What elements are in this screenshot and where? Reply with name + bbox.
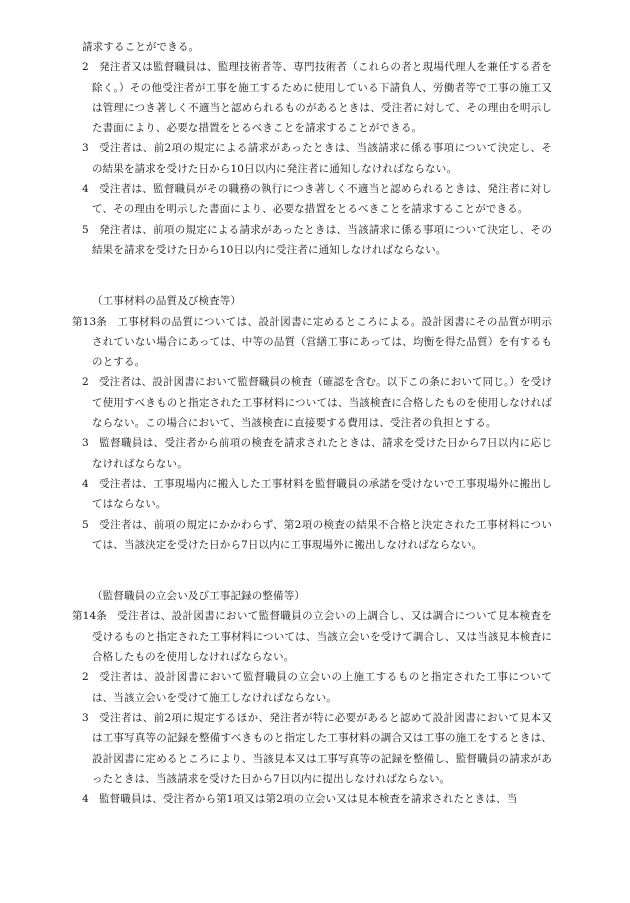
clause-text: 受注者は、工事現場内に搬入した工事材料を監督職員の承諾を受けないで工事現場外に搬出してはならない。: [92, 477, 552, 511]
numbered-clause: [82, 433, 552, 474]
article-paragraph: [72, 606, 552, 667]
numbered-clause: [82, 57, 552, 138]
numbered-clause: [82, 474, 552, 515]
clause-number: 5: [82, 223, 89, 236]
article-number: 第14条: [72, 610, 107, 623]
clause-number: 2: [82, 61, 89, 74]
clause-text: 監督職員は、受注者から第1項又は第2項の立会い又は見本検査を請求されたときは、当: [99, 793, 518, 806]
clause-text: 監督職員は、受注者から前項の検査を請求されたときは、請求を受けた日から7日以内に応じなければならない。: [92, 437, 552, 470]
clause-number: 3: [82, 711, 89, 724]
continued-paragraph: 請求することができる。: [82, 41, 200, 53]
numbered-clause: [82, 789, 552, 809]
clause-text: 受注者は、前2項に規定するほか、発注者が特に必要があると認めて設計図書において見本又は工事写真等の記録を整備すべきものと指定した工事材料の調合又は工事の施工をするときは、設計図書に定めるところにより、当該見本又は工事写真等の記録を整備し、監督職員の請求があったときは、当該請求を受けた日から7日以内に提出しなければならない。: [92, 711, 552, 785]
clause-text: 受注者は、設計図書において監督職員の検査（確認を含む。以下この条において同じ。）を受けて使用すべきものと指定された工事材料については、当該検査に合格したものを使用しなければならない。この場合において、当該検査に直接要する費用は、受注者の負担とする。: [92, 376, 552, 430]
clause-text: 工事材料の品質については、設計図書に定めるところによる。設計図書にその品質が明示されていない場合にあっては、中等の品質（営繕工事にあっては、均衡を得た品質）を有するものとする。: [92, 315, 552, 369]
clause-text: 受注者は、設計図書において監督職員の立会いの上調合し、又は調合について見本検査を受けるものと指定された工事材料については、当該立会いを受けて調合し、又は当該見本検査に合格したものを使用しなければならない。: [92, 610, 552, 664]
numbered-clause: [82, 372, 552, 433]
contract-document-page: [72, 37, 552, 809]
numbered-clause: [82, 515, 552, 556]
section-spacer: [82, 271, 552, 281]
clause-number: 5: [82, 518, 89, 531]
clause-number: 2: [82, 376, 89, 389]
clause-text: 受注者は、設計図書において監督職員の立会いの上施工するものと指定された工事については、当該立会いを受けて施工しなければならない。: [92, 671, 552, 704]
clause-text: 受注者は、監督職員がその職務の執行につき著しく不適当と認められるときは、発注者に対して、その理由を明示した書面により、必要な措置をとるべきことを請求することができる。: [92, 183, 552, 216]
article-heading: （工事材料の品質及び検査等）: [92, 295, 242, 308]
numbered-clause: [82, 667, 552, 708]
clause-number: 4: [82, 793, 89, 806]
clause-text: 受注者は、前項の規定にかかわらず、第2項の検査の結果不合格と決定された工事材料については、当該決定を受けた日から7日以内に工事現場外に搬出しなければならない。: [92, 518, 552, 551]
clause-text: 発注者又は監督職員は、監理技術者等、専門技術者（これらの者と現場代理人を兼任する者を除く。）その他受注者が工事を施工するために使用している下請負人、労働者等で工事の施工又は管理につき著しく不適当と認められるものがあるときは、受注者に対して、その理由を明示した書面により、必要な措置をとるべきことを請求することができる。: [92, 61, 552, 135]
article-heading: （監督職員の立会い及び工事記録の整備等）: [92, 590, 305, 603]
clause-text: 受注者は、前2項の規定による請求があったときは、当該請求に係る事項について決定し、その結果を請求を受けた日から10日以内に発注者に通知しなければならない。: [92, 142, 552, 175]
clause-number: 4: [82, 183, 89, 196]
article-paragraph: [72, 312, 552, 373]
clause-number: 2: [82, 671, 89, 684]
numbered-clause: [82, 708, 552, 789]
section-spacer: [82, 566, 552, 576]
article-number: 第13条: [72, 315, 107, 328]
clause-number: 4: [82, 477, 89, 490]
clause-number: 3: [82, 142, 89, 155]
clause-text: 発注者は、前項の規定による請求があったときは、当該請求に係る事項について決定し、その結果を請求を受けた日から10日以内に受注者に通知しなければならない。: [92, 223, 552, 256]
numbered-clause: [82, 179, 552, 220]
numbered-clause: [82, 138, 552, 179]
clause-number: 3: [82, 437, 89, 450]
numbered-clause: [82, 220, 552, 261]
